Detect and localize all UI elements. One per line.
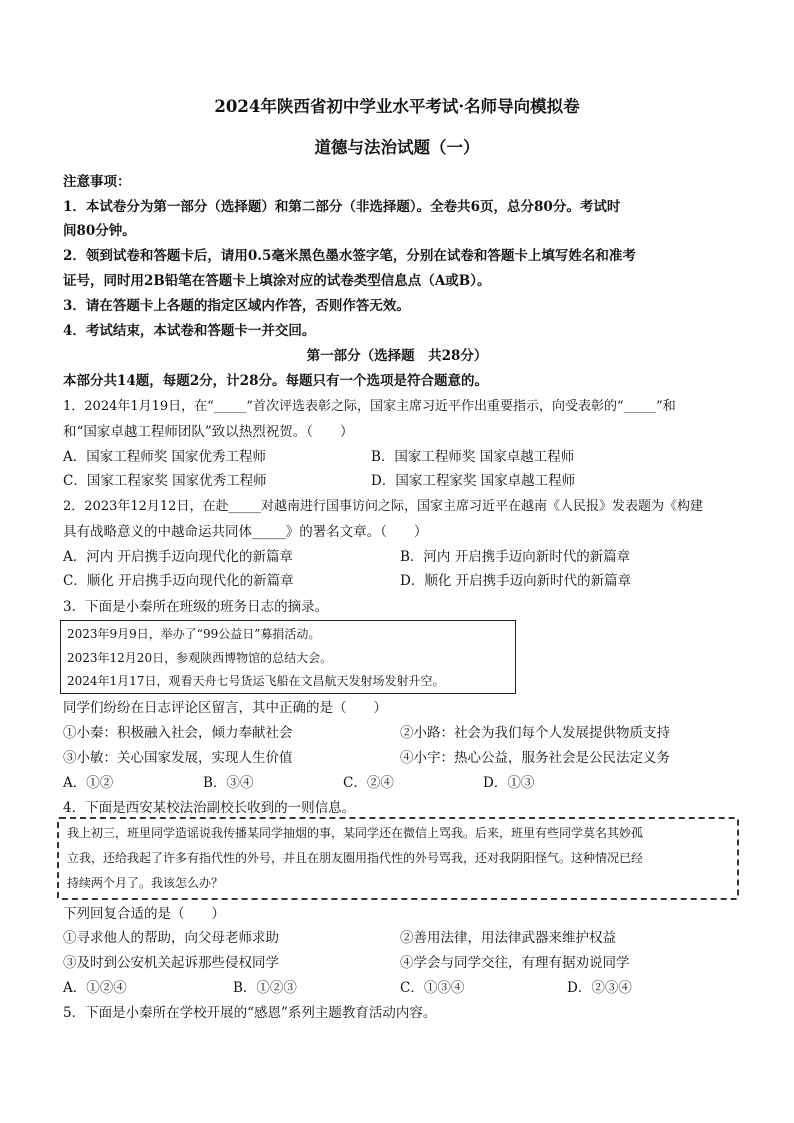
q1-option-b: B．国家工程师奖 国家卓越工程师 [371,449,575,465]
q4-message-line-2: 立我，还给我起了许多有指代性的外号，并且在朋友圈用指代性的外号骂我，还对我阴阳怪气。这种情况已经 [67,851,644,865]
q3-log-entry-3: 2024年1月17日，观看天舟七号货运飞船在文昌航天发射场发射升空。 [67,674,445,688]
notice-item-2-line-2: 证号，同时用2B铅笔在答题卡上填涂对应的试卷类型信息点（A或B）。 [63,273,491,289]
q4-message-line-1: 我上初三，班里同学造谣说我传播某同学抽烟的事，某同学还在微信上骂我。后来，班里有些同学莫名其妙孤 [67,826,644,840]
notice-item-4: 4．考试结束，本试卷和答题卡一并交回。 [63,323,316,339]
q3-option-c: C．②④ [343,775,394,791]
exam-title: 2024年陕西省初中学业水平考试·名师导向模拟卷 [214,97,580,116]
q4-stem: 4．下面是西安某校法治副校长收到的一则信息。 [63,800,356,816]
q4-question: 下列回复合适的是（ ） [63,906,225,922]
q4-statement-3: ③及时到公安机关起诉那些侵权同学 [63,955,279,971]
q3-stem: 3．下面是小秦所在班级的班务日志的摘录。 [63,599,329,615]
q1-option-c: C．国家工程家奖 国家优秀工程师 [63,473,267,489]
q1-option-a: A．国家工程师奖 国家优秀工程师 [63,449,267,465]
q4-option-c: C．①③④ [400,980,465,996]
q2-stem-line-1: 2．2023年12月12日，在赴_____对越南进行国事访问之际，国家主席习近平在越南《人民报》发表题为《构建 [63,499,703,514]
notice-item-2-line-1: 2．领到试卷和答题卡后，请用0.5毫米黑色墨水签字笔，分别在试卷和答题卡上填写姓名和准考 [63,248,636,264]
notice-item-1-line-1: 1．本试卷分为第一部分（选择题）和第二部分（非选择题）。全卷共6页，总分80分。考试时 [63,199,621,215]
exam-subtitle: 道德与法治试题（一） [314,138,480,157]
q3-statement-2: ②小路：社会为我们每个人发展提供物质支持 [400,725,670,741]
q4-statement-1: ①寻求他人的帮助，向父母老师求助 [63,930,279,946]
q2-stem-line-2: 具有战略意义的中越命运共同体_____》的署名文章。（ ） [63,524,428,540]
q4-option-b: B．①②③ [233,980,297,996]
notice-heading: 注意事项： [63,174,131,190]
q3-option-d: D．①③ [483,775,535,791]
part1-heading: 第一部分（选择题 共28分） [306,348,488,364]
notice-item-3: 3．请在答题卡上各题的指定区域内作答，否则作答无效。 [63,298,410,314]
q3-log-entry-1: 2023年9月9日，举办了“99公益日”募捐活动。 [67,627,321,641]
q2-option-b: B．河内 开启携手迈向新时代的新篇章 [400,549,631,565]
q4-option-d: D．②③④ [567,980,632,996]
q4-message-line-3: 持续两个月了。我该怎么办？ [67,876,224,890]
notice-item-1-line-2: 间80分钟。 [63,223,136,239]
q3-option-a: A．①② [63,775,114,791]
q3-option-b: B．③④ [203,775,254,791]
q2-option-c: C．顺化 开启携手迈向现代化的新篇章 [63,573,294,589]
q4-statement-2: ②善用法律，用法律武器来维护权益 [400,930,616,946]
q3-statement-4: ④小宇：热心公益，服务社会是公民法定义务 [400,750,670,766]
q2-option-d: D．顺化 开启携手迈向新时代的新篇章 [400,573,632,589]
q3-statement-1: ①小秦：积极融入社会，倾力奉献社会 [63,725,293,741]
q4-message-box [57,817,739,900]
q2-option-a: A．河内 开启携手迈向现代化的新篇章 [63,549,294,565]
q1-option-d: D．国家工程家奖 国家卓越工程师 [371,473,576,489]
q1-stem-line-1: 1．2024年1月19日，在“_____”首次评选表彰之际，国家主席习近平作出重要指示，向受表彰的“_____”和 [63,399,676,414]
q3-log-entry-2: 2023年12月20日，参观陕西博物馆的总结大会。 [67,651,333,665]
q3-log-box [60,620,516,694]
q3-question: 同学们纷纷在日志评论区留言，其中正确的是（ ） [63,700,387,716]
q4-option-a: A．①②④ [63,980,127,996]
q5-stem: 5．下面是小秦所在学校开展的“感恩”系列主题教育活动内容。 [63,1005,437,1021]
q1-stem-line-2: 和“国家卓越工程师团队”致以热烈祝贺。（ ） [63,424,354,440]
q3-statement-3: ③小敏：关心国家发展，实现人生价值 [63,750,293,766]
part1-intro: 本部分共14题，每题2分，计28分。每题只有一个选项是符合题意的。 [63,373,488,389]
q4-statement-4: ④学会与同学交往，有理有据劝说同学 [400,955,630,971]
